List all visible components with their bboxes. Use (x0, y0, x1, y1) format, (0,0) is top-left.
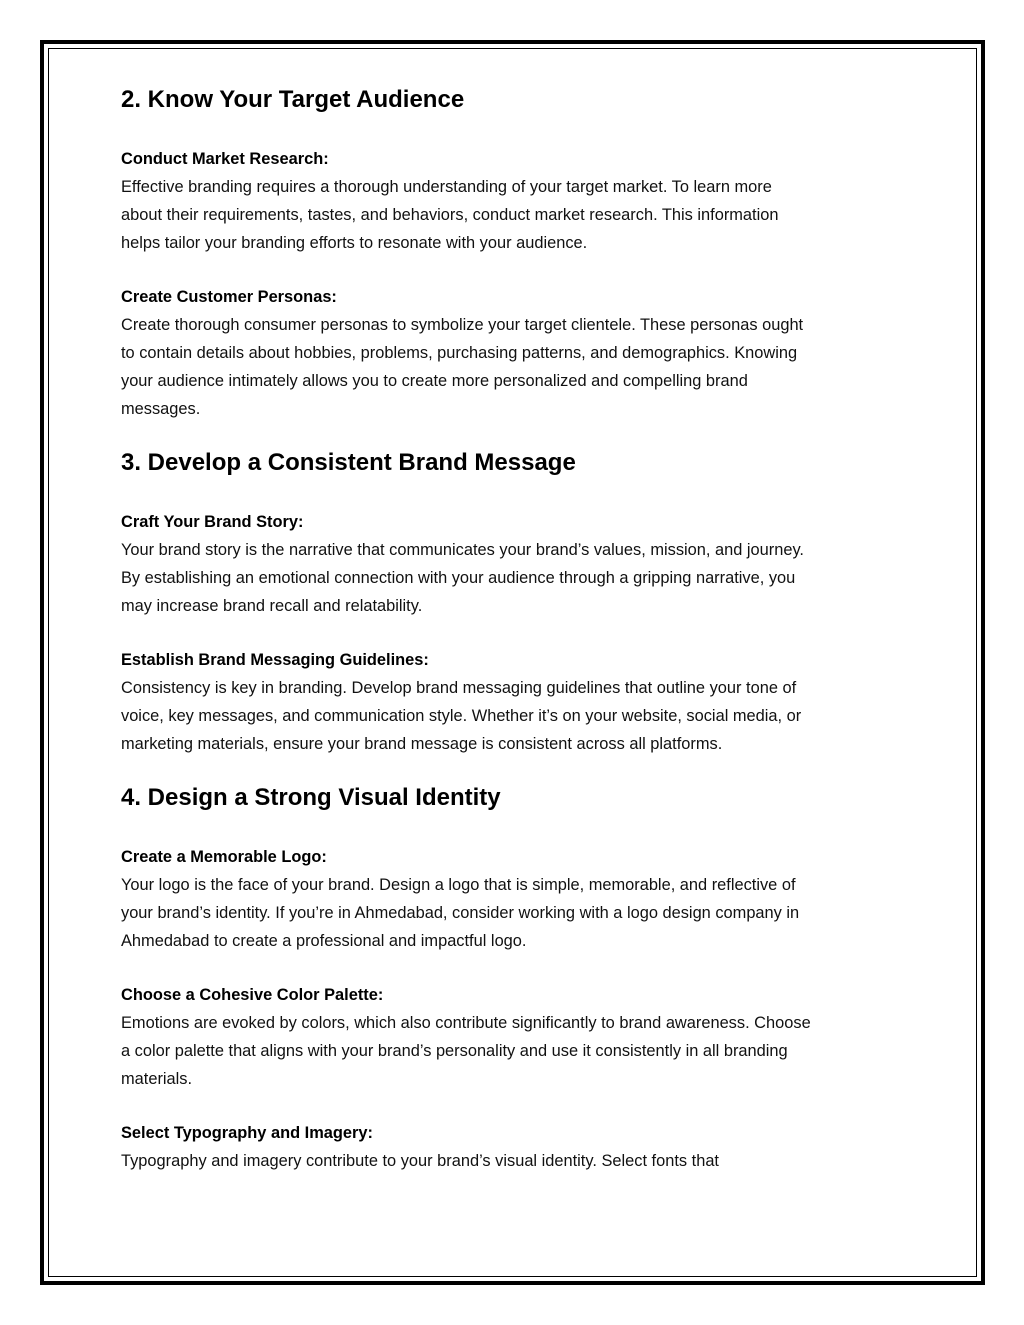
paragraph-line: marketing materials, ensure your brand message is consistent across all platforms. (121, 735, 723, 753)
block-title: Create a Memorable Logo: (121, 848, 327, 866)
paragraph-line: may increase brand recall and relatability. (121, 597, 423, 615)
paragraph-line: about their requirements, tastes, and behaviors, conduct market research. This information (121, 206, 779, 224)
document-content (121, 84, 911, 1175)
section-heading: 2. Know Your Target Audience (121, 86, 465, 113)
section-heading: 3. Develop a Consistent Brand Message (121, 449, 576, 476)
paragraph-line: Your brand story is the narrative that communicates your brand’s values, mission, and journey. (121, 541, 804, 559)
paragraph-line: Emotions are evoked by colors, which also contribute significantly to brand awareness. Choose (121, 1014, 811, 1032)
paragraph-line: a color palette that aligns with your brand’s personality and use it consistently in all branding (121, 1042, 788, 1060)
paragraph-line: Typography and imagery contribute to your brand’s visual identity. Select fonts that (121, 1152, 719, 1170)
block-title: Select Typography and Imagery: (121, 1124, 373, 1142)
paragraph-line: Consistency is key in branding. Develop brand messaging guidelines that outline your tone of (121, 679, 797, 697)
block-title: Establish Brand Messaging Guidelines: (121, 651, 429, 669)
paragraph-line: helps tailor your branding efforts to resonate with your audience. (121, 234, 588, 252)
block-title: Create Customer Personas: (121, 288, 337, 306)
section-heading: 4. Design a Strong Visual Identity (121, 784, 501, 811)
paragraph-line: voice, key messages, and communication style. Whether it’s on your website, social media, or (121, 707, 802, 725)
paragraph-line: your audience intimately allows you to create more personalized and compelling brand (121, 372, 748, 390)
block-title: Craft Your Brand Story: (121, 513, 304, 531)
paragraph-line: messages. (121, 400, 201, 418)
block-title: Choose a Cohesive Color Palette: (121, 986, 384, 1004)
content-block (121, 843, 911, 955)
content-block (121, 646, 911, 758)
content-block (121, 283, 911, 423)
paragraph-line: Your logo is the face of your brand. Design a logo that is simple, memorable, and reflective of (121, 876, 796, 894)
paragraph-line: Ahmedabad to create a professional and impactful logo. (121, 932, 527, 950)
paragraph-line: your brand’s identity. If you’re in Ahmedabad, consider working with a logo design company in (121, 904, 800, 922)
content-block (121, 508, 911, 620)
paragraph-line: to contain details about hobbies, problems, purchasing patterns, and demographics. Knowing (121, 344, 798, 362)
content-block (121, 145, 911, 257)
paragraph-line: materials. (121, 1070, 193, 1088)
content-block (121, 1119, 911, 1175)
paragraph-line: By establishing an emotional connection with your audience through a gripping narrative, you (121, 569, 796, 587)
paragraph-line: Effective branding requires a thorough understanding of your target market. To learn more (121, 178, 772, 196)
block-title: Conduct Market Research: (121, 150, 329, 168)
content-block (121, 981, 911, 1093)
paragraph-line: Create thorough consumer personas to symbolize your target clientele. These personas ought (121, 316, 804, 334)
